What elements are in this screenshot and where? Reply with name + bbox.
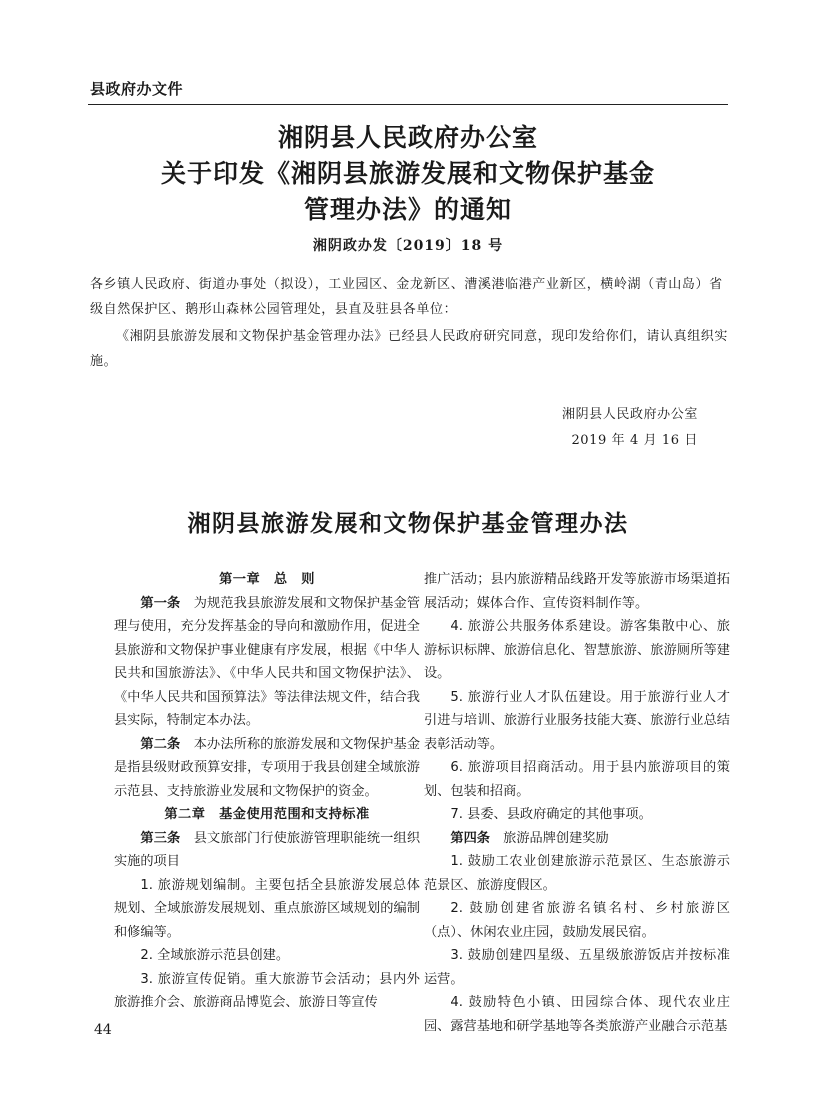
list-item: 5. 旅游行业人才队伍建设。用于旅游行业人才引进与培训、旅游行业服务技能大赛、旅游行业总结表彰活动等。 [424,689,730,752]
regulation-title: 湘阴县旅游发展和文物保护基金管理办法 [187,510,629,537]
page-number: 44 [94,1022,112,1038]
notice-title [88,120,728,228]
chapter-heading: 第二章 基金使用范围和支持标准 [164,807,370,822]
chapter-heading: 第一章 总 则 [219,572,315,587]
article-paragraph [114,827,420,874]
running-header: 县政府办文件 [90,80,184,98]
notice-body: 《湘阴县旅游发展和文物保护基金管理办法》已经县人民政府研究同意，现印发给你们，请认真组织实施。 [90,329,729,369]
article-label: 第三条 [140,830,181,846]
article-label: 第二条 [140,736,181,752]
signature-org: 湘阴县人民政府办公室 [561,407,698,422]
addressee: 各乡镇人民政府、街道办事处（拟设），工业园区、金龙新区、漕溪港临港产业新区，横岭湖（青山岛）省级自然保护区、鹅形山森林公园管理处，县直及驻县各单位： [90,277,723,317]
list-item: 2. 鼓励创建省旅游名镇名村、乡村旅游区（点）、休闲农业庄园，鼓励发展民宿。 [424,901,730,940]
article-label: 第四条 [450,830,490,846]
list-item-continuation: 推广活动；县内旅游精品线路开发等旅游市场渠道拓展活动；媒体合作、宣传资料制作等。 [424,572,730,611]
article-paragraph [114,592,420,733]
document-number: 湘阴政办发〔2019〕18 号 [312,238,504,254]
article-text: 旅游品牌创建奖励 [503,830,609,846]
notice-title-line3: 管理办法》的通知 [303,195,512,224]
list-item: 4. 旅游公共服务体系建设。游客集散中心、旅游标识标牌、旅游信息化、智慧旅游、旅游厕所等建设。 [424,619,730,681]
list-item: 3. 旅游宣传促销。重大旅游节会活动；县内外旅游推介会、旅游商品博览会、旅游日等宣传 [114,971,420,1010]
article-text: 本办法所称的旅游发展和文物保护基金是指县级财政预算安排，专项用于我县创建全域旅游示范县、支持旅游业发展和文物保护的资金。 [114,736,421,799]
left-column [114,568,420,1015]
signature-date: 2019 年 4 月 16 日 [571,433,698,448]
article-label: 第一条 [140,595,181,611]
list-item: 2. 全域旅游示范县创建。 [140,948,290,963]
article-paragraph [114,733,420,804]
header-rule [88,104,728,105]
list-item: 7. 县委、县政府确定的其他事项。 [450,807,652,822]
list-item: 3. 鼓励创建四星级、五星级旅游饭店并按标准运营。 [424,948,730,987]
article-text: 为规范我县旅游发展和文物保护基金管理与使用，充分发挥基金的导向和激励作用，促进全县旅游和文物保护事业健康有序发展，根据《中华人民共和国旅游法》、《中华人民共和国文物保护法》、《中华人民共和国预算法》等法律法规文件，结合我县实际，特制定本办法。 [114,595,421,728]
list-item: 6. 旅游项目招商活动。用于县内旅游项目的策划、包装和招商。 [424,760,730,799]
notice-title-line1: 湘阴县人民政府办公室 [277,123,538,152]
article-text: 县文旅部门行使旅游管理职能统一组织实施的项目 [114,830,421,869]
notice-title-line2: 关于印发《湘阴县旅游发展和文物保护基金 [160,159,655,188]
article-paragraph [424,827,730,851]
list-item: 1. 鼓励工农业创建旅游示范景区、生态旅游示范景区、旅游度假区。 [424,854,730,893]
list-item: 4. 鼓励特色小镇、田园综合体、现代农业庄园、露营基地和研学基地等各类旅游产业融合示范基 [424,995,730,1034]
list-item: 1. 旅游规划编制。主要包括全县旅游发展总体规划、全域旅游发展规划、重点旅游区域规划的编制和修编等。 [114,877,420,940]
right-column [424,568,730,1038]
signature-block [562,402,698,454]
